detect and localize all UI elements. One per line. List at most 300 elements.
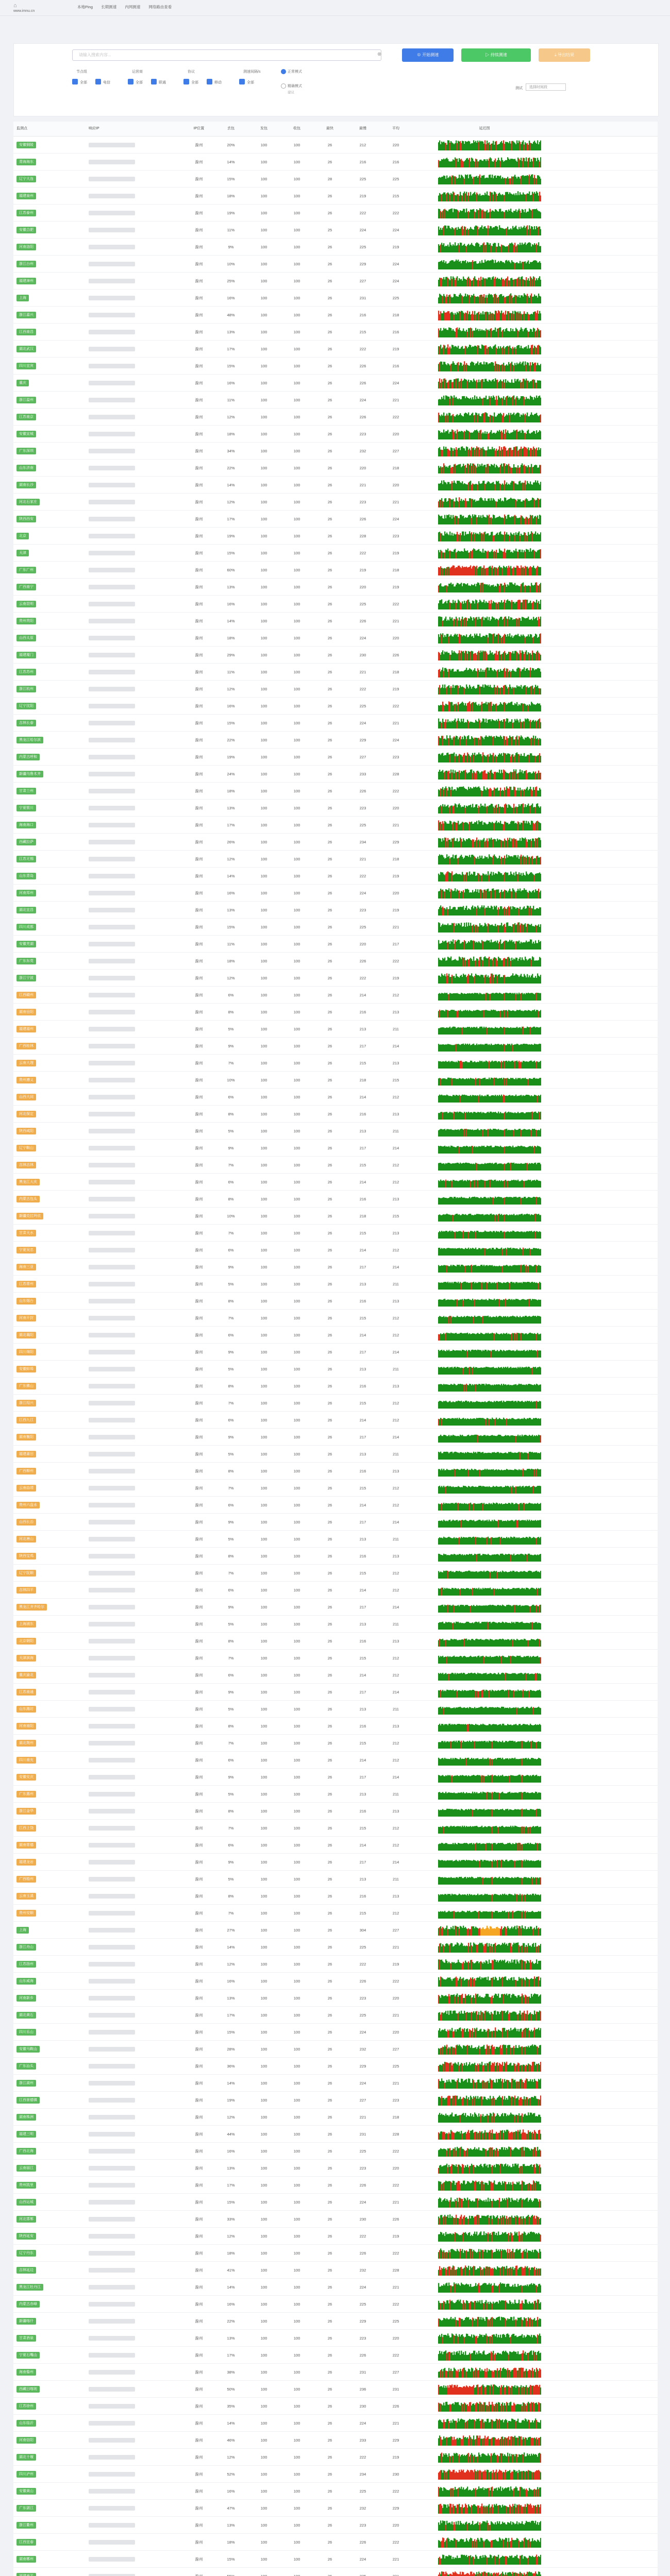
latency-bar bbox=[472, 499, 473, 507]
latency-bar bbox=[481, 464, 482, 473]
latency-bar bbox=[457, 159, 458, 167]
latency-bar bbox=[523, 210, 524, 218]
latency-bar bbox=[457, 858, 458, 865]
table-row[interactable] bbox=[13, 188, 658, 205]
cell-sent: 100 bbox=[247, 160, 280, 164]
latency-bar bbox=[477, 603, 478, 609]
latency-bar bbox=[514, 755, 515, 762]
latency-bar bbox=[465, 584, 466, 592]
table-row[interactable] bbox=[13, 766, 658, 783]
latency-bar bbox=[471, 603, 472, 609]
search-input[interactable]: 请输入搜索内容... bbox=[72, 49, 381, 61]
latency-bar bbox=[513, 262, 514, 269]
latency-bar bbox=[524, 280, 525, 286]
latency-bar bbox=[495, 567, 496, 575]
latency-bar bbox=[448, 466, 449, 473]
latency-bar bbox=[467, 278, 468, 286]
latency-bar bbox=[462, 396, 463, 405]
latency-bar bbox=[455, 516, 456, 524]
latency-bar bbox=[537, 721, 538, 728]
latency-bar bbox=[534, 636, 535, 643]
table-row[interactable] bbox=[13, 137, 658, 154]
checkbox-interval-all[interactable] bbox=[239, 79, 245, 84]
latency-bar bbox=[517, 653, 518, 660]
latency-bar bbox=[468, 398, 469, 405]
latency-bar bbox=[477, 652, 478, 660]
latency-bar bbox=[445, 534, 446, 541]
latency-bar bbox=[520, 398, 521, 405]
latency-bar bbox=[446, 502, 447, 507]
cell-response-ip bbox=[86, 550, 183, 555]
col-header[interactable]: 丢包 bbox=[214, 122, 247, 136]
latency-bar bbox=[532, 297, 533, 303]
latency-bar bbox=[503, 501, 504, 507]
latency-bar bbox=[490, 209, 491, 218]
latency-bar bbox=[473, 548, 474, 558]
checkbox-proto-all[interactable] bbox=[183, 79, 189, 84]
latency-bar bbox=[469, 872, 470, 882]
cell-min: 26 bbox=[313, 823, 346, 827]
redacted-ip bbox=[89, 789, 135, 793]
table-row[interactable] bbox=[13, 307, 658, 324]
export-button[interactable]: ⤓ 导出结果 bbox=[539, 48, 590, 62]
latency-bar bbox=[455, 379, 456, 388]
nav-item-route[interactable]: 网络路由查看 bbox=[148, 5, 172, 9]
col-header[interactable]: 最慢 bbox=[346, 122, 379, 136]
nav-item-ping[interactable]: 本地Ping bbox=[77, 5, 93, 9]
nav-item-longterm[interactable]: 长期测速 bbox=[101, 5, 116, 9]
latency-bar bbox=[476, 413, 477, 422]
latency-bar bbox=[460, 293, 461, 303]
latency-bar bbox=[441, 670, 442, 677]
time-range-select[interactable]: 选择时间段 bbox=[526, 83, 566, 91]
latency-bar bbox=[525, 771, 526, 779]
cell-latency-chart bbox=[412, 615, 557, 626]
latency-bar bbox=[457, 721, 458, 728]
cell-min: 26 bbox=[313, 432, 346, 436]
latency-bar bbox=[483, 449, 484, 456]
latency-bar bbox=[479, 532, 480, 541]
table-row[interactable] bbox=[13, 647, 658, 664]
latency-bar bbox=[537, 433, 538, 439]
table-row[interactable] bbox=[13, 800, 658, 817]
table-row[interactable] bbox=[13, 698, 658, 715]
latency-bar bbox=[510, 363, 511, 371]
table-row[interactable] bbox=[13, 409, 658, 426]
redacted-ip bbox=[89, 534, 135, 538]
table-row[interactable] bbox=[13, 460, 658, 477]
cell-sent: 100 bbox=[247, 415, 280, 419]
latency-bar bbox=[497, 349, 498, 354]
redacted-ip bbox=[89, 177, 135, 181]
latency-bar bbox=[471, 195, 472, 201]
latency-bar bbox=[453, 244, 454, 252]
latency-bar bbox=[439, 346, 440, 354]
latency-bar bbox=[500, 655, 501, 660]
cell-monitor-point bbox=[13, 584, 86, 590]
table-row[interactable] bbox=[13, 613, 658, 630]
latency-bar bbox=[540, 672, 541, 677]
latency-bar bbox=[485, 467, 487, 473]
latency-bar bbox=[510, 483, 511, 490]
latency-bar bbox=[457, 618, 458, 626]
latency-bar bbox=[485, 396, 487, 405]
latency-bar bbox=[448, 295, 449, 303]
latency-bar bbox=[508, 687, 509, 694]
latency-bar bbox=[536, 191, 537, 201]
latency-bar bbox=[475, 297, 476, 303]
latency-bar bbox=[524, 212, 525, 218]
latency-bar bbox=[455, 143, 456, 150]
latency-bar bbox=[449, 602, 450, 609]
latency-bar bbox=[451, 312, 453, 320]
latency-bar bbox=[499, 430, 500, 439]
checkbox-mobile[interactable] bbox=[207, 79, 212, 84]
table-row[interactable] bbox=[13, 171, 658, 188]
latency-bar bbox=[503, 245, 504, 252]
latency-bar bbox=[509, 736, 510, 745]
nav-item-lan[interactable]: 内网测速 bbox=[125, 5, 140, 9]
latency-bar bbox=[527, 805, 528, 814]
latency-bar bbox=[443, 226, 444, 235]
latency-bar bbox=[450, 722, 451, 728]
latency-bar bbox=[527, 143, 528, 150]
checkbox-unicom[interactable] bbox=[151, 79, 157, 84]
cell-loss: 16% bbox=[214, 602, 247, 606]
latency-bar bbox=[503, 313, 504, 320]
latency-bar bbox=[475, 364, 476, 371]
latency-bar bbox=[523, 669, 524, 677]
latency-bar bbox=[470, 280, 471, 286]
latency-bar bbox=[464, 361, 465, 371]
latency-bar bbox=[447, 297, 448, 303]
latency-bar bbox=[438, 550, 439, 558]
latency-bar bbox=[524, 568, 525, 575]
col-header[interactable]: 发包 bbox=[247, 122, 280, 136]
table-row[interactable] bbox=[13, 562, 658, 579]
table-row[interactable] bbox=[13, 681, 658, 698]
latency-bar bbox=[476, 566, 477, 575]
table-row[interactable] bbox=[13, 273, 658, 290]
table-row[interactable] bbox=[13, 715, 658, 732]
redacted-ip bbox=[89, 772, 135, 776]
latency-bar bbox=[451, 382, 453, 388]
col-header[interactable]: 延迟图 bbox=[412, 122, 557, 136]
table-row[interactable] bbox=[13, 392, 658, 409]
latency-bar bbox=[514, 211, 515, 218]
latency-bar bbox=[439, 330, 440, 337]
latency-bar bbox=[498, 328, 499, 337]
table-row[interactable] bbox=[13, 630, 658, 647]
latency-bar bbox=[456, 177, 457, 184]
col-header[interactable]: 收包 bbox=[280, 122, 313, 136]
latency-bar bbox=[518, 468, 520, 473]
table-row[interactable] bbox=[13, 528, 658, 545]
latency-bar bbox=[525, 295, 526, 303]
latency-bar bbox=[498, 158, 499, 167]
latency-bar bbox=[504, 280, 505, 286]
table-row[interactable] bbox=[13, 154, 658, 171]
latency-bar bbox=[481, 687, 482, 694]
latency-bar bbox=[502, 398, 503, 405]
latency-bar bbox=[497, 415, 498, 422]
latency-bar bbox=[450, 655, 451, 660]
redacted-ip bbox=[89, 500, 135, 504]
latency-bar bbox=[454, 229, 455, 235]
col-header[interactable]: 平均 bbox=[379, 122, 412, 136]
table-row[interactable] bbox=[13, 358, 658, 375]
latency-bar bbox=[499, 737, 500, 745]
cell-avg: 218 bbox=[379, 466, 412, 470]
latency-bar bbox=[517, 331, 518, 337]
latency-bar bbox=[455, 601, 456, 609]
latency-bar bbox=[453, 159, 454, 167]
latency-bar bbox=[467, 398, 468, 405]
latency-bar bbox=[438, 262, 439, 269]
latency-bar bbox=[474, 668, 475, 677]
latency-bar bbox=[528, 345, 529, 354]
col-header[interactable]: 最快 bbox=[313, 122, 346, 136]
table-row[interactable] bbox=[13, 851, 658, 868]
latency-bar bbox=[518, 790, 520, 796]
latency-bar bbox=[507, 584, 508, 592]
latency-sparkline bbox=[438, 275, 541, 286]
latency-bar bbox=[483, 566, 484, 575]
latency-bar bbox=[489, 314, 490, 320]
latency-bar bbox=[439, 669, 440, 677]
latency-bar bbox=[533, 534, 534, 541]
latency-bar bbox=[469, 482, 470, 490]
latency-bar bbox=[449, 365, 450, 371]
latency-bar bbox=[447, 634, 448, 643]
cell-response-ip bbox=[86, 584, 183, 589]
latency-bar bbox=[514, 651, 515, 660]
cell-recv: 100 bbox=[280, 568, 313, 572]
table-row[interactable] bbox=[13, 596, 658, 613]
cell-loss: 22% bbox=[214, 466, 247, 470]
latency-bar bbox=[511, 790, 512, 796]
cell-latency-chart bbox=[412, 683, 557, 694]
latency-bar bbox=[505, 753, 506, 762]
latency-bar bbox=[499, 721, 500, 728]
col-header[interactable]: IP位置 bbox=[183, 122, 214, 136]
table-row[interactable] bbox=[13, 222, 658, 239]
latency-bar bbox=[534, 175, 535, 185]
latency-bar bbox=[518, 481, 520, 490]
latency-bar bbox=[515, 704, 516, 711]
latency-bar bbox=[513, 159, 514, 167]
start-test-button[interactable]: ⊕ 开始测速 bbox=[402, 48, 454, 62]
latency-bar bbox=[483, 786, 484, 796]
latency-bar bbox=[443, 654, 444, 660]
latency-bar bbox=[460, 243, 461, 252]
latency-bar bbox=[501, 365, 502, 371]
latency-bar bbox=[522, 396, 523, 405]
checkbox-telecom[interactable] bbox=[95, 79, 101, 84]
latency-bar bbox=[530, 601, 531, 609]
latency-bar bbox=[523, 838, 524, 848]
latency-bar bbox=[468, 160, 469, 167]
latency-bar bbox=[451, 669, 453, 677]
latency-bar bbox=[461, 687, 462, 695]
latency-bar bbox=[470, 757, 471, 762]
latency-bar bbox=[489, 805, 490, 814]
latency-bar bbox=[528, 550, 529, 558]
latency-bar bbox=[500, 517, 501, 524]
continuous-test-button[interactable]: ▷ 持续测速 bbox=[461, 48, 531, 62]
latency-bar bbox=[478, 685, 479, 694]
cell-monitor-point bbox=[13, 329, 86, 335]
latency-bar bbox=[451, 636, 453, 643]
latency-bar bbox=[479, 788, 480, 796]
latency-bar bbox=[522, 262, 523, 269]
redacted-ip bbox=[89, 398, 135, 402]
table-row[interactable] bbox=[13, 868, 658, 885]
table-row[interactable] bbox=[13, 324, 658, 341]
latency-bar bbox=[532, 821, 533, 831]
latency-bar bbox=[458, 772, 459, 779]
table-row[interactable] bbox=[13, 290, 658, 307]
latency-bar bbox=[484, 484, 485, 490]
latency-bar bbox=[528, 634, 529, 643]
table-row[interactable] bbox=[13, 375, 658, 392]
latency-bar bbox=[477, 399, 478, 405]
latency-bar bbox=[438, 209, 439, 218]
cell-avg: 222 bbox=[379, 704, 412, 708]
latency-bar bbox=[442, 804, 443, 814]
latency-bar bbox=[531, 345, 532, 354]
latency-bar bbox=[451, 688, 453, 694]
table-row[interactable] bbox=[13, 239, 658, 256]
latency-bar bbox=[463, 755, 464, 762]
latency-bar bbox=[513, 383, 514, 388]
table-row[interactable] bbox=[13, 341, 658, 358]
latency-bar bbox=[457, 363, 458, 371]
latency-bar bbox=[440, 144, 441, 150]
latency-bar bbox=[507, 568, 508, 575]
latency-bar bbox=[472, 209, 473, 218]
latency-bar bbox=[442, 719, 443, 728]
latency-bar bbox=[494, 685, 495, 694]
table-row[interactable] bbox=[13, 579, 658, 596]
latency-bar bbox=[477, 313, 478, 320]
latency-bar bbox=[520, 499, 521, 507]
latency-bar bbox=[522, 482, 523, 490]
latency-bar bbox=[539, 311, 540, 320]
latency-bar bbox=[454, 160, 455, 167]
latency-bar bbox=[469, 822, 470, 831]
latency-bar bbox=[459, 841, 460, 848]
latency-bar bbox=[438, 178, 439, 184]
table-row[interactable] bbox=[13, 732, 658, 749]
table-row[interactable] bbox=[13, 834, 658, 851]
latency-sparkline bbox=[438, 241, 541, 252]
latency-bar bbox=[518, 331, 520, 337]
latency-bar bbox=[496, 568, 497, 575]
latency-bar bbox=[520, 243, 521, 252]
cell-monitor-point bbox=[13, 550, 86, 556]
latency-bar bbox=[488, 858, 489, 865]
cell-min: 26 bbox=[313, 738, 346, 742]
table-row[interactable] bbox=[13, 205, 658, 222]
cell-latency-chart bbox=[412, 309, 557, 320]
col-header[interactable]: 监测点 bbox=[13, 122, 86, 136]
latency-bar bbox=[470, 463, 471, 473]
table-row[interactable] bbox=[13, 256, 658, 273]
table-row[interactable] bbox=[13, 817, 658, 834]
table-row[interactable] bbox=[13, 545, 658, 562]
cell-response-ip bbox=[86, 159, 183, 164]
cell-monitor-point bbox=[13, 380, 86, 386]
checkbox-group-all[interactable] bbox=[72, 79, 78, 84]
radio-normal-mode[interactable] bbox=[281, 69, 286, 74]
latency-bar bbox=[498, 652, 499, 660]
latency-bar bbox=[485, 195, 487, 201]
latency-bar bbox=[536, 721, 537, 728]
latency-bar bbox=[516, 484, 517, 490]
latency-bar bbox=[508, 245, 509, 252]
latency-bar bbox=[479, 856, 480, 865]
checkbox-isp-all[interactable] bbox=[128, 79, 133, 84]
latency-bar bbox=[449, 636, 450, 643]
latency-bar bbox=[521, 295, 522, 303]
latency-bar bbox=[449, 858, 450, 865]
latency-bar bbox=[447, 567, 448, 575]
cell-sent: 100 bbox=[247, 857, 280, 861]
table-row[interactable] bbox=[13, 511, 658, 528]
latency-bar bbox=[525, 857, 526, 865]
latency-bar bbox=[505, 429, 506, 439]
clear-icon[interactable]: ⊗ bbox=[377, 52, 381, 57]
latency-bar bbox=[535, 823, 536, 831]
latency-bar bbox=[509, 331, 510, 337]
col-header[interactable]: 响应IP bbox=[86, 122, 183, 136]
latency-bar bbox=[537, 803, 538, 814]
cell-response-ip bbox=[86, 448, 183, 453]
table-row[interactable] bbox=[13, 443, 658, 460]
cell-latency-chart bbox=[412, 173, 557, 184]
home-icon[interactable]: ⌂ bbox=[13, 3, 17, 9]
table-row[interactable] bbox=[13, 426, 658, 443]
table-row[interactable] bbox=[13, 749, 658, 766]
latency-bar bbox=[505, 772, 506, 779]
latency-bar bbox=[507, 838, 508, 848]
latency-bar bbox=[493, 244, 494, 252]
latency-bar bbox=[509, 313, 510, 320]
latency-bar bbox=[477, 705, 478, 711]
cell-avg: 224 bbox=[379, 738, 412, 742]
latency-bar bbox=[480, 227, 481, 235]
radio-precise-mode[interactable] bbox=[281, 83, 286, 89]
latency-bar bbox=[507, 261, 508, 269]
table-row[interactable] bbox=[13, 783, 658, 800]
latency-bar bbox=[520, 769, 521, 779]
table-row[interactable] bbox=[13, 494, 658, 511]
latency-bar bbox=[509, 383, 510, 388]
latency-bar bbox=[498, 414, 499, 422]
latency-bar bbox=[484, 312, 485, 320]
latency-bar bbox=[540, 212, 541, 218]
table-row[interactable] bbox=[13, 664, 658, 681]
latency-bar bbox=[498, 755, 499, 762]
latency-bar bbox=[443, 637, 444, 643]
top-header bbox=[0, 0, 670, 16]
latency-bar bbox=[464, 466, 465, 473]
latency-bar bbox=[447, 857, 448, 865]
table-row[interactable] bbox=[13, 477, 658, 494]
latency-bar bbox=[539, 550, 540, 558]
latency-bar bbox=[444, 652, 445, 660]
